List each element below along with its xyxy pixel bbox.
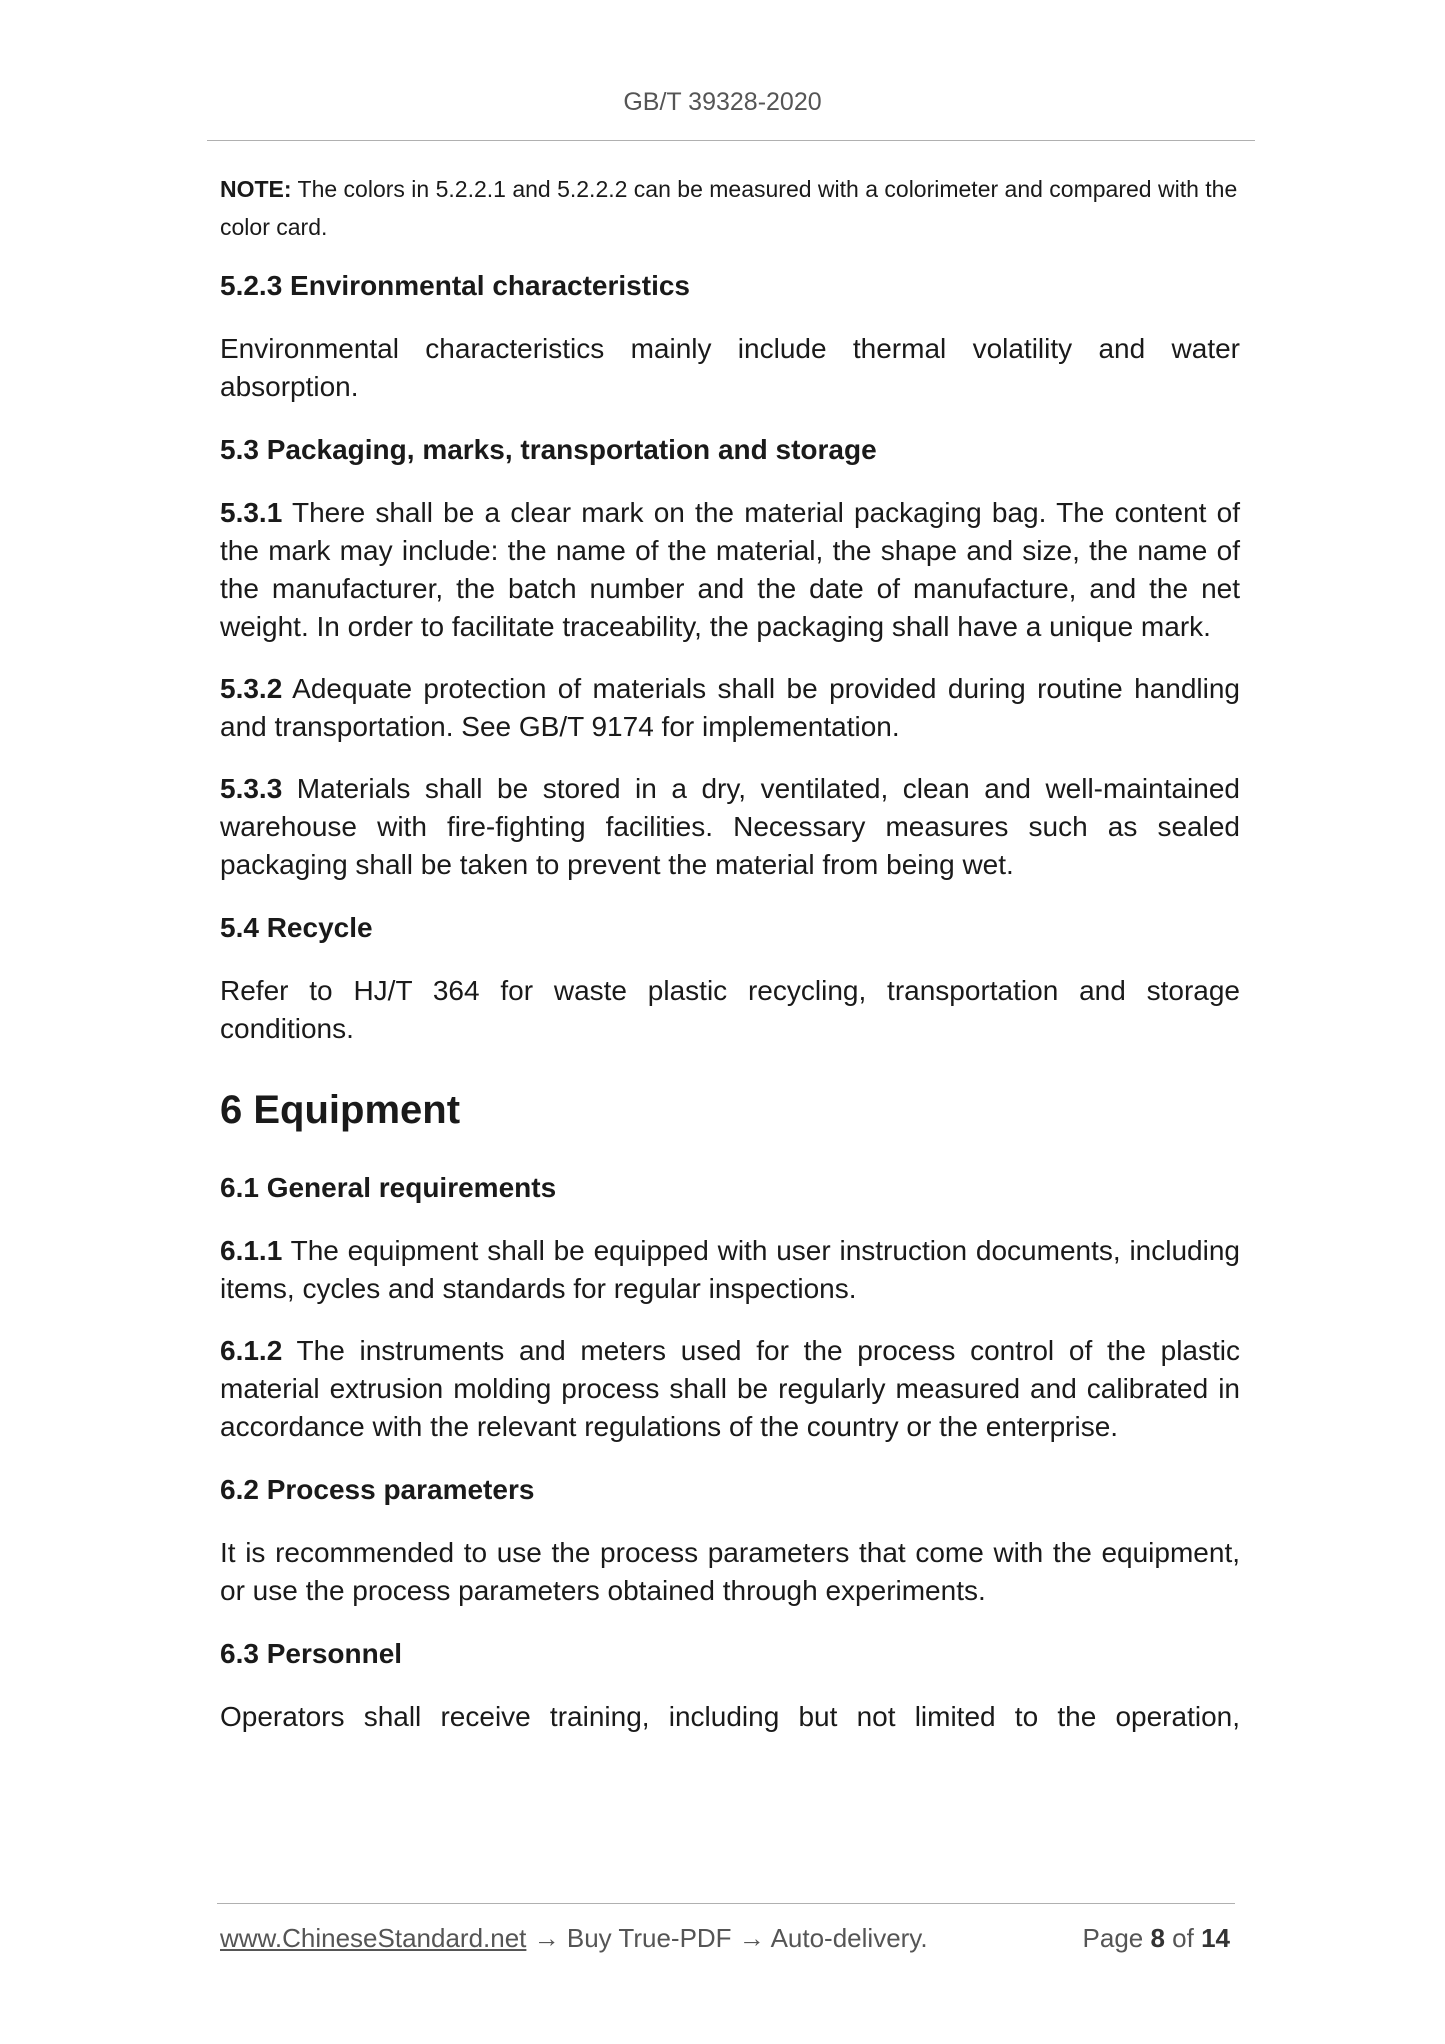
- clause-number: 5.3.3: [220, 773, 283, 804]
- clause-number: 6.1.1: [220, 1235, 283, 1266]
- clause-5-3-1: [220, 494, 1240, 646]
- of-label: of: [1164, 1923, 1202, 1953]
- page-total: 14: [1201, 1923, 1230, 1953]
- note-label: NOTE:: [220, 176, 292, 202]
- clause-number: 6.1.2: [220, 1335, 283, 1366]
- section-5-3-heading: 5.3 Packaging, marks, transportation and storage: [220, 434, 877, 465]
- section-5-2-3-heading: 5.2.3 Environmental characteristics: [220, 270, 690, 301]
- clause-text: Materials shall be stored in a dry, ventilated, clean and well-maintained warehouse with fire-fighting facilities. Necessary measures such as sealed packaging shall be taken to prevent the material from being wet.: [220, 773, 1240, 880]
- clause-6-1-2: [220, 1332, 1240, 1446]
- section-6-3-heading: 6.3 Personnel: [220, 1638, 403, 1669]
- clause-5-3-2: [220, 670, 1240, 746]
- clause-text: There shall be a clear mark on the material packaging bag. The content of the mark may include: the name of the material, the shape and size, the name of the manufacturer, the batch number and the date of manufacture, and the net weight. In order to facilitate traceability, the packaging shall have a unique mark.: [220, 497, 1240, 642]
- clause-number: 5.3.1: [220, 497, 283, 528]
- clause-text: Adequate protection of materials shall be provided during routine handling and transportation. See GB/T 9174 for implementation.: [220, 673, 1240, 742]
- chapter-6-heading: 6 Equipment: [220, 1088, 461, 1132]
- clause-text: The instruments and meters used for the process control of the plastic material extrusion molding process shall be regularly measured and calibrated in accordance with the relevant regulations of the country or the enterprise.: [220, 1335, 1240, 1442]
- header-divider: [207, 140, 1255, 141]
- page-footer: [220, 1923, 1230, 1954]
- section-6-1-heading: 6.1 General requirements: [220, 1172, 557, 1203]
- section-6-2-heading: 6.2 Process parameters: [220, 1474, 535, 1505]
- document-header: GB/T 39328-2020: [623, 88, 822, 116]
- page-number: 8: [1150, 1923, 1165, 1953]
- section-5-4-text: Refer to HJ/T 364 for waste plastic recycling, transportation and storage conditions.: [220, 975, 1240, 1044]
- note-text: The colors in 5.2.2.1 and 5.2.2.2 can be measured with a colorimeter and compared with the color card.: [220, 176, 1238, 240]
- section-5-4-heading: 5.4 Recycle: [220, 912, 373, 943]
- website-link[interactable]: www.ChineseStandard.net: [220, 1923, 527, 1953]
- footer-divider: [217, 1903, 1235, 1904]
- footer-promo: → Buy True-PDF → Auto-delivery.: [526, 1923, 928, 1953]
- section-6-3-text: Operators shall receive training, including but not limited to the operation,: [220, 1701, 1240, 1732]
- page-indicator: [1083, 1923, 1230, 1954]
- page-content: [220, 170, 1240, 1760]
- section-6-2-text: It is recommended to use the process parameters that come with the equipment, or use the process parameters obtained through experiments.: [220, 1537, 1240, 1606]
- clause-number: 5.3.2: [220, 673, 283, 704]
- page-label: Page: [1082, 1923, 1151, 1953]
- clause-5-3-3: [220, 770, 1240, 884]
- section-5-2-3-text: Environmental characteristics mainly include thermal volatility and water absorption.: [220, 333, 1240, 402]
- clause-text: The equipment shall be equipped with user instruction documents, including items, cycles and standards for regular inspections.: [220, 1235, 1240, 1304]
- clause-6-1-1: [220, 1232, 1240, 1308]
- note-paragraph: [220, 170, 1240, 246]
